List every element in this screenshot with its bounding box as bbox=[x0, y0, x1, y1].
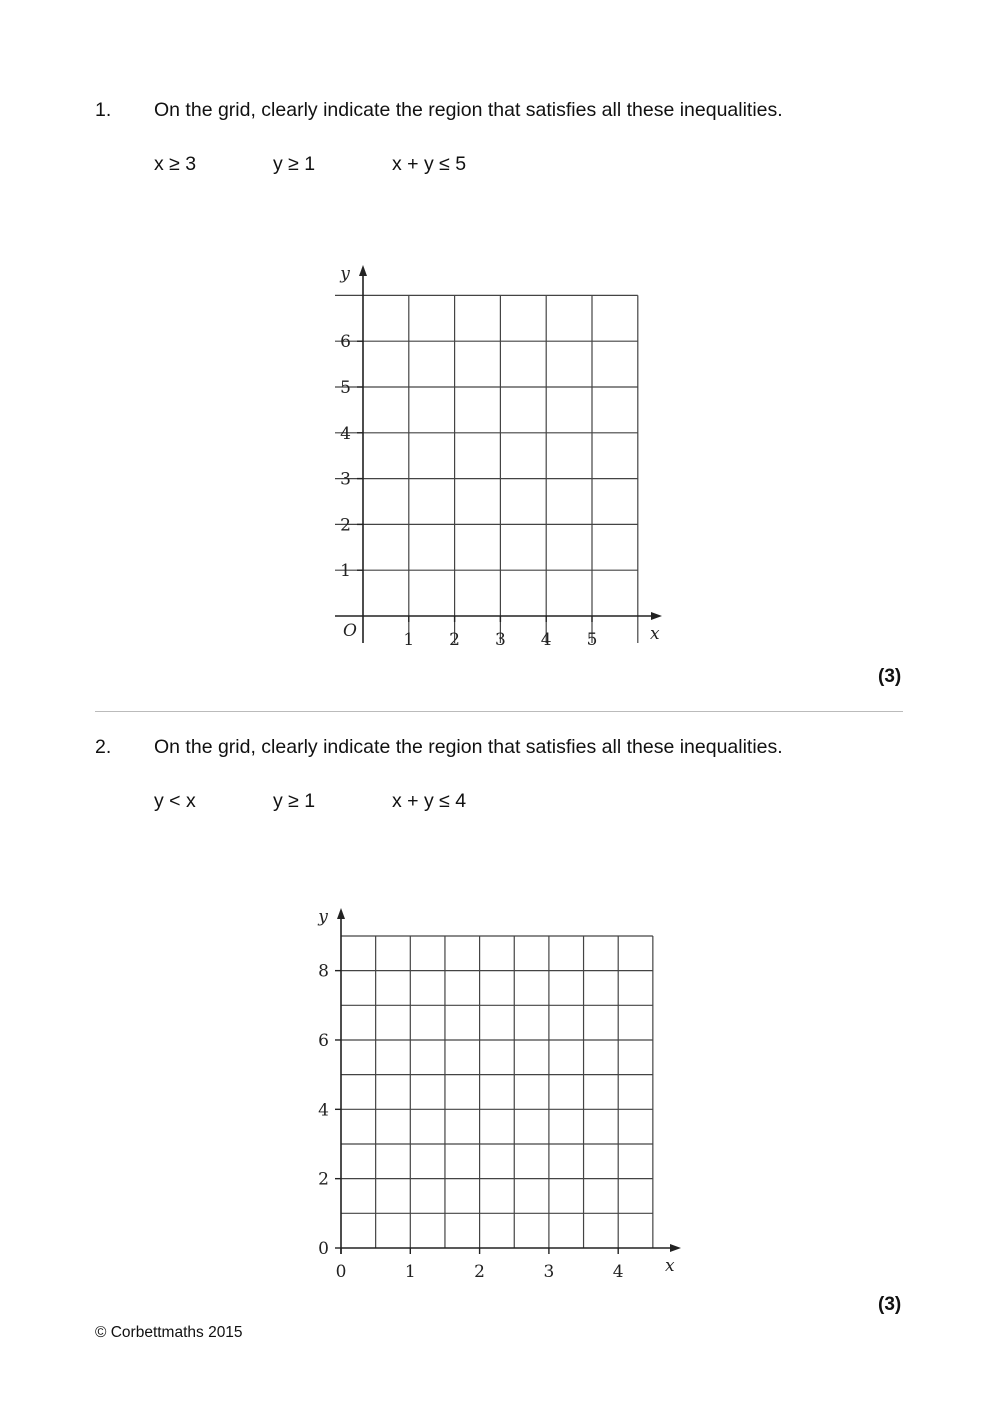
question-2-prompt: On the grid, clearly indicate the region that satisfies all these inequalities. bbox=[154, 736, 783, 758]
y-tick-label: 2 bbox=[340, 515, 351, 536]
y-tick-label: 2 bbox=[318, 1169, 329, 1190]
question-1-inequality: x + y ≤ 5 bbox=[392, 153, 467, 175]
x-tick-label: 3 bbox=[543, 1262, 555, 1282]
question-1-inequality: y ≥ 1 bbox=[273, 153, 316, 175]
question-2-marks: (3) bbox=[878, 1294, 902, 1315]
x-tick-label: 2 bbox=[449, 630, 461, 650]
y-tick-label: 3 bbox=[340, 469, 351, 490]
x-tick-label: 2 bbox=[474, 1262, 486, 1282]
question-2-inequality: y < x bbox=[154, 790, 196, 812]
question-1-prompt: On the grid, clearly indicate the region that satisfies all these inequalities. bbox=[154, 99, 783, 121]
x-axis-label: x bbox=[650, 624, 660, 644]
x-tick-label: 4 bbox=[612, 1262, 624, 1282]
x-axis-label: x bbox=[665, 1256, 675, 1276]
y-axis-arrow-icon bbox=[337, 908, 345, 919]
y-tick-label: 4 bbox=[318, 1100, 329, 1121]
question-2-number: 2. bbox=[95, 736, 112, 758]
y-tick-label: 8 bbox=[318, 961, 329, 982]
y-tick-label: 6 bbox=[318, 1030, 329, 1051]
x-tick-label: 4 bbox=[540, 630, 552, 650]
y-tick-label: 4 bbox=[340, 423, 351, 444]
x-tick-label: 0 bbox=[335, 1262, 347, 1282]
x-tick-label: 1 bbox=[403, 630, 415, 650]
x-tick-label: 3 bbox=[494, 630, 506, 650]
x-tick-label: 5 bbox=[586, 630, 598, 650]
question-1-marks: (3) bbox=[878, 666, 902, 687]
y-axis-label: y bbox=[318, 907, 328, 927]
question-2-inequality: y ≥ 1 bbox=[273, 790, 316, 812]
question-2-inequality: x + y ≤ 4 bbox=[392, 790, 467, 812]
x-axis-arrow-icon bbox=[670, 1244, 681, 1252]
question-1-number: 1. bbox=[95, 99, 112, 121]
question-1-inequality: x ≥ 3 bbox=[154, 153, 197, 175]
x-tick-label: 1 bbox=[404, 1262, 416, 1282]
y-tick-label: 5 bbox=[340, 378, 351, 398]
y-tick-label: 6 bbox=[340, 332, 351, 353]
footer-copyright: © Corbettmaths 2015 bbox=[95, 1324, 243, 1341]
y-tick-label: 0 bbox=[318, 1239, 329, 1259]
origin-label: O bbox=[343, 621, 357, 641]
y-axis-label: y bbox=[340, 264, 350, 284]
y-tick-label: 1 bbox=[340, 561, 351, 582]
